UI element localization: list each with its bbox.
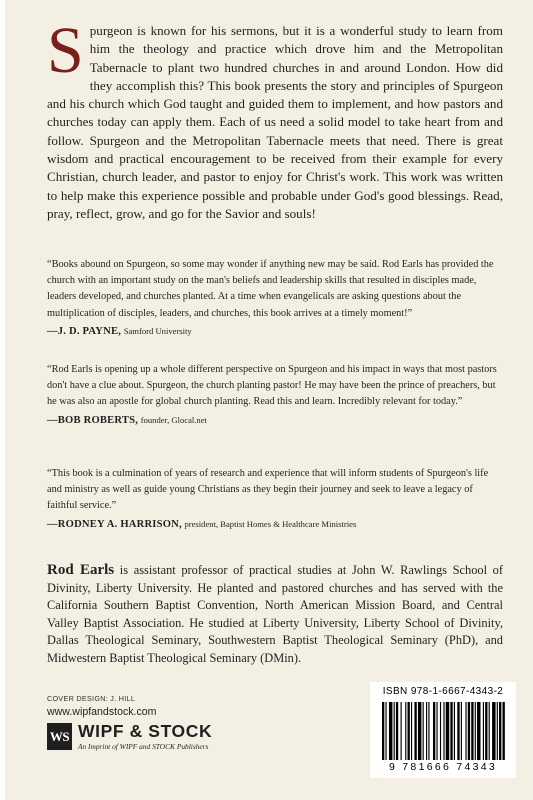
endorser-affiliation: president, Baptist Homes & Healthcare Ministries (184, 518, 357, 529)
barcode-digits: 9 781666 74343 (388, 761, 498, 773)
endorsement (47, 257, 503, 340)
endorser-name: —J. D. PAYNE, (47, 325, 122, 337)
endorser-name: —BOB ROBERTS, (47, 414, 139, 426)
publisher-logo (47, 723, 287, 753)
author-bio-text: is assistant professor of practical studies at John W. Rawlings School of Divinity, Liberty University. He planted and pastored churches and has served with the California Southern Baptist Convention, North American Mission Board, and Central Valley Baptist Association. He studied at Liberty University, Liberty School of Divinity, Dallas Theological Seminary, Southwestern Baptist Theological Seminary (PhD), and Midwestern Baptist Theological Seminary (DMin). (47, 563, 503, 665)
cover-design-credit: COVER DESIGN: J. HILL (47, 694, 136, 703)
publisher-tagline: An Imprint of WIPF and STOCK Publishers (78, 742, 209, 751)
endorsement (47, 362, 503, 429)
author-bio (47, 562, 503, 668)
endorsement-quote: “Rod Earls is opening up a whole different perspective on Spurgeon and his impact in ways that most pastors don't have a clue about. Spurgeon, the church planting pastor! He may have been the prince of preachers, but he was also an apostle for global church planting. Read this and learn. Incredibly relevant for today.” (47, 364, 497, 408)
endorsement-attribution (47, 412, 503, 429)
publisher-name: WIPF & STOCK (78, 721, 213, 741)
endorsement (47, 466, 503, 533)
endorser-name: —RODNEY A. HARRISON, (47, 518, 182, 530)
endorsement-attribution (47, 323, 503, 340)
ws-logo-icon: WS (47, 723, 72, 750)
book-blurb (47, 14, 503, 223)
endorsement-quote: “Books abound on Spurgeon, so some may wonder if anything new may be said. Rod Earls has provided the church with an important study on the man's beliefs and leadership skills that resulted in disciples made, leaders developed, and churches planted. At a time when evangelicals are asking questions about the multiplication of disciples, leaders, and churches, this book arrives at a timely moment!” (47, 259, 494, 319)
endorser-affiliation: Samford University (123, 325, 192, 336)
endorsement-attribution (47, 516, 503, 533)
endorser-affiliation: founder, Glocal.net (140, 414, 207, 425)
drop-cap: S (47, 14, 84, 87)
isbn-barcode-box (370, 682, 516, 778)
credits (47, 694, 157, 718)
endorsement-quote: “This book is a culmination of years of research and experience that will inform students of Spurgeon's life and ministry as well as guide young Christians as they begin their journey and seek to leave a legacy of faithful service.” (47, 468, 489, 512)
publisher-website: www.wipfandstock.com (47, 706, 157, 718)
author-name: Rod Earls (47, 562, 115, 578)
barcode-icon (382, 702, 506, 760)
blurb-text: purgeon is known for his sermons, but it is a wonderful study to learn from him the theology and practice which drove him and the Metropolitan Tabernacle to plant two hundred churches in and around London. How did they accomplish this? This book presents the story and principles of Spurgeon and his church which God taught and guided them to implement, and how pastors and churches today can apply them. Each of us need a solid model to take heart from and follow. Spurgeon and the Metropolitan Tabernacle meets that need. There is great wisdom and practical encouragement to be received from their example for every Christian, church leader, and pastor to enjoy for Christ's work. This work was written to help make this experience possible and probable under God's good blessings. Read, pray, reflect, grow, and go for the Savior and souls! (47, 23, 503, 221)
isbn-label: ISBN 978-1-6667-4343-2 (382, 686, 504, 697)
back-cover (5, 0, 533, 800)
